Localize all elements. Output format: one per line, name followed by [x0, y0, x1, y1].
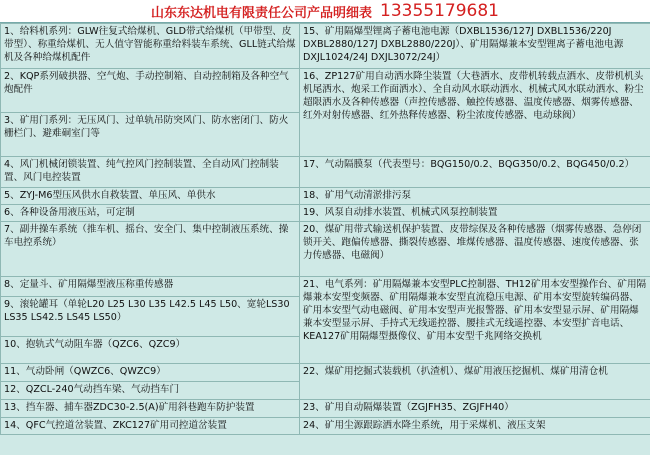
- company-title: 山东东达机电有限责任公司产品明细表: [151, 5, 373, 21]
- product-cell: 16、ZP127矿用自动洒水降尘装置（大巷洒水、皮带机转载点洒水、皮带机机头机尾洒水、炮采工作面洒水）、全自动风水联动洒水、机械式风水联动洒水、粉尘超限洒水及各种传感器（声控传感器、触控传感器、温度传感器、烟雾传感器、红外对射传感器、红外热释传感器、粉尘浓度传感器、电动球阀）: [300, 69, 650, 157]
- product-cell: 6、各种设备用液压站，可定制: [1, 205, 300, 222]
- product-table: [0, 23, 650, 435]
- product-cell: 9、滚轮罐耳（单轮L20 L25 L30 L35 L42.5 L45 L50、宽轮LS30 LS35 LS42.5 LS45 LS50）: [1, 297, 300, 337]
- product-cell: 2、KQP系列破拱器、空气炮、手动控制箱、自动控制箱及各种空气炮配件: [1, 69, 300, 113]
- product-cell: 14、QFC气控道岔装置、ZKC127矿用司控道岔装置: [1, 418, 300, 435]
- table-row: [1, 400, 650, 418]
- product-cell: 19、风泵自动排水装置、机械式风泵控制装置: [300, 205, 650, 222]
- product-cell: 17、气动隔膜泵（代表型号：BQG150/0.2、BQG350/0.2、BQG450/0.2）: [300, 157, 650, 188]
- product-cell: 21、电气系列：矿用隔爆兼本安型PLC控制器、TH12矿用本安型操作台、矿用隔爆兼本安型变频器、矿用隔爆兼本安型直流稳压电源、矿用本安型旋转编码器、矿用本安型气动电磁阀、矿用本安型声光报警器、矿用本安型显示屏、矿用隔爆兼本安型显示屏、手持式无线遥控器、腰挂式无线遥控器、本安型扩音电话、KEA127矿用隔爆型摄像仪、矿用本安型千兆网络交换机: [300, 277, 650, 364]
- product-cell: 13、挡车器、捕车器ZDC30-2.5(A)矿用斜巷跑车防护装置: [1, 400, 300, 418]
- product-cell: 1、给料机系列：GLW往复式给煤机、GLD带式给煤机（甲带型、皮带型）、称重给煤机、无人值守智能称重给料装车系统、GLL链式给煤机及各种给煤机配件: [1, 24, 300, 69]
- product-cell: 8、定量斗、矿用隔爆型液压称重传感器: [1, 277, 300, 297]
- table-row: [1, 157, 650, 188]
- table-row: [1, 277, 650, 297]
- product-cell: 5、ZYJ-M6型压风供水自救装置、单压风、单供水: [1, 188, 300, 205]
- product-cell: 7、副井操车系统（推车机、摇台、安全门、集中控制液压系统、操车电控系统）: [1, 222, 300, 277]
- product-cell: 23、矿用自动隔爆装置（ZGJFH35、ZGJFH40）: [300, 400, 650, 418]
- product-cell: 4、风门机械闭锁装置、纯气控风门控制装置、全自动风门控制装置、风门电控装置: [1, 157, 300, 188]
- product-cell: 15、矿用隔爆型锂离子蓄电池电源（DXBL1536/127J DXBL1536/220J DXBL2880/127J DXBL2880/220J）、矿用隔爆兼本安型锂离子蓄电池电源 DXJL1024/24J DXJL3072/24J）: [300, 24, 650, 69]
- product-cell: 18、矿用气动清淤排污泵: [300, 188, 650, 205]
- table-row: [1, 188, 650, 205]
- product-cell: 11、气动卧闸（QWZC6、QWZC9）: [1, 364, 300, 382]
- table-row: [1, 364, 650, 382]
- table-row: [1, 24, 650, 69]
- product-cell: 22、煤矿用挖掘式装载机（扒渣机）、煤矿用液压挖掘机、煤矿用清仓机: [300, 364, 650, 400]
- product-cell: 10、抱轨式气动阻车器（QZC6、QZC9）: [1, 337, 300, 364]
- table-row: [1, 205, 650, 222]
- table-row: [1, 418, 650, 435]
- table-row: [1, 222, 650, 277]
- product-cell: 12、QZCL-240气动挡车梁、气动挡车门: [1, 382, 300, 400]
- product-cell: 20、煤矿用带式输送机保护装置、皮带综保及各种传感器（烟雾传感器、急停闭锁开关、跑偏传感器、撕裂传感器、堆煤传感器、温度传感器、速度传感器、张力传感器、电磁阀）: [300, 222, 650, 277]
- title-bar: [0, 0, 650, 23]
- product-cell: 3、矿用门系列：无压风门、过单轨吊防突风门、防水密闭门、防火栅栏门、避难硐室门等: [1, 113, 300, 157]
- table-row: [1, 69, 650, 113]
- phone-number: 13355179681: [380, 1, 499, 21]
- product-cell: 24、矿用尘源跟踪洒水降尘系统，用于采煤机、液压支架: [300, 418, 650, 435]
